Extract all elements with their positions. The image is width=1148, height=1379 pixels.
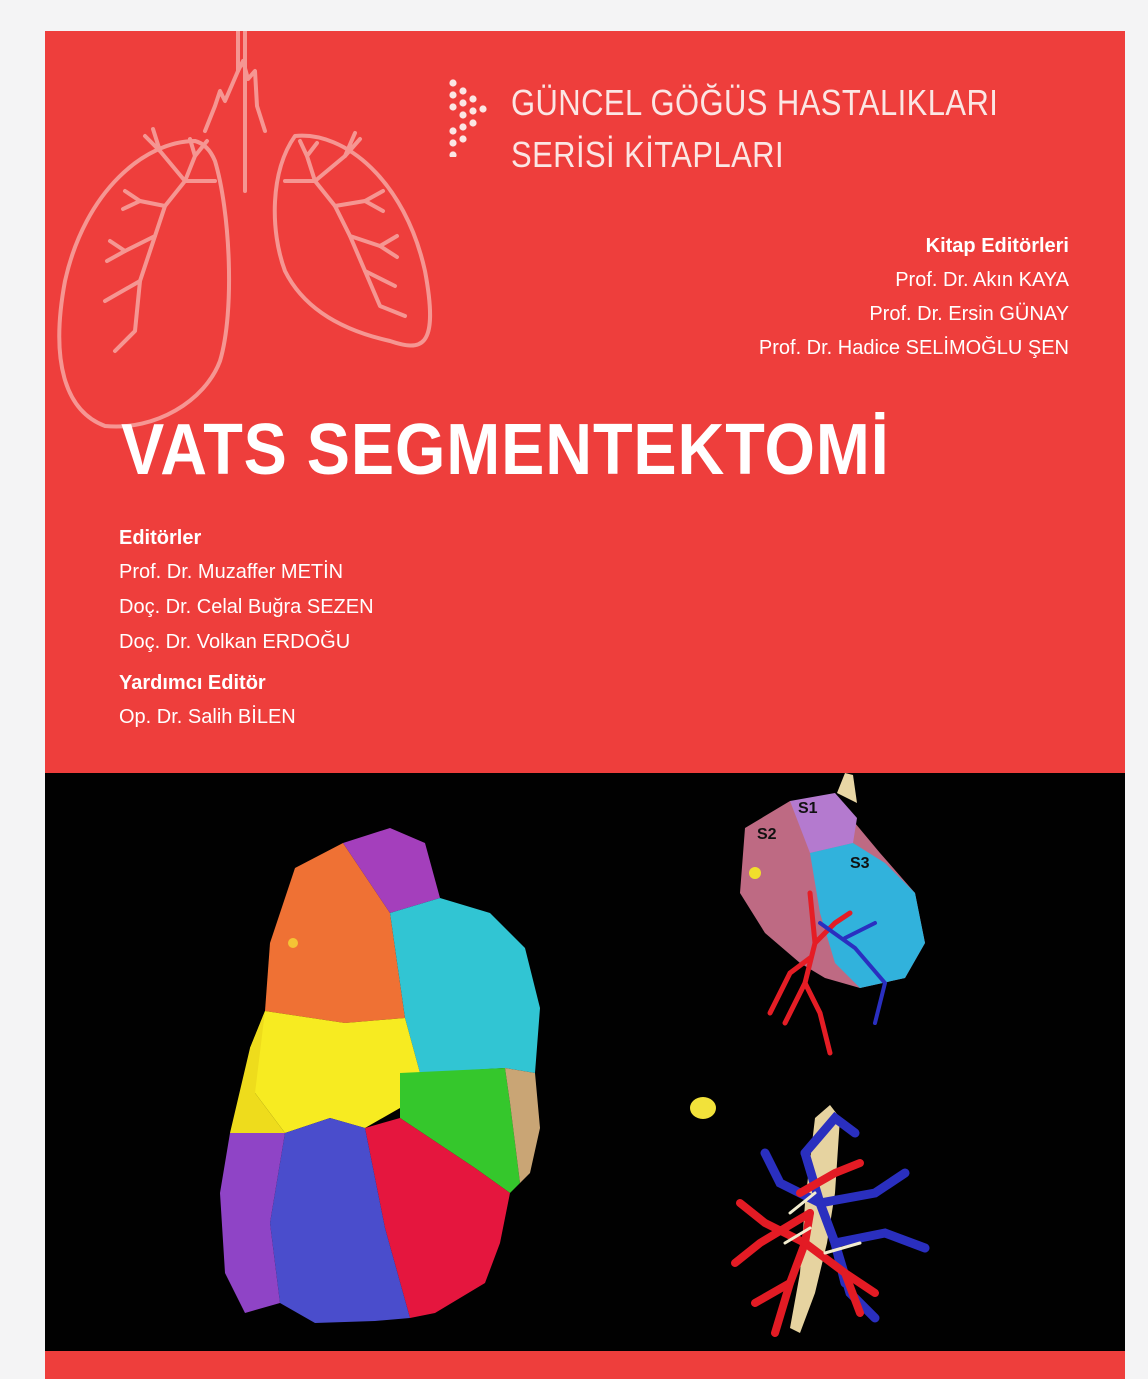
segmented-lung-model [220, 828, 540, 1323]
lungs-illustration [45, 31, 475, 451]
book-title: VATS SEGMENTEKTOMİ [121, 410, 890, 490]
book-editor-name: Prof. Dr. Ersin GÜNAY [869, 303, 1069, 325]
series-title-line2: SERİSİ KİTAPLARI [511, 134, 784, 175]
book-editor-name: Prof. Dr. Akın KAYA [895, 269, 1069, 291]
bottom-red-strip [45, 1351, 1125, 1379]
book-cover [45, 31, 1125, 1379]
book-editor-name: Prof. Dr. Hadice SELİMOĞLU ŞEN [758, 337, 1069, 359]
series-title [511, 77, 999, 181]
editors-heading: Editörler [119, 527, 202, 549]
editor-name: Doç. Dr. Celal Buğra SEZEN [119, 596, 374, 618]
assistant-editor-name: Op. Dr. Salih BİLEN [119, 706, 296, 728]
segment-label-s3: S3 [850, 855, 870, 872]
vessel-model [690, 1097, 925, 1333]
editor-name: Prof. Dr. Muzaffer METİN [119, 561, 344, 583]
assistant-editor-heading: Yardımcı Editör [119, 672, 266, 694]
editors-block [119, 521, 374, 735]
book-editors-block [759, 229, 1069, 365]
series-title-line1: GÜNCEL GÖĞÜS HASTALIKLARI [511, 82, 999, 123]
book-editors-heading: Kitap Editörleri [925, 235, 1069, 257]
upper-segment-model [740, 773, 925, 1053]
editor-name: Doç. Dr. Volkan ERDOĞU [119, 631, 351, 653]
segment-label-s1: S1 [798, 800, 818, 817]
series-dots-icon [445, 77, 495, 157]
segment-label-s2: S2 [757, 826, 777, 843]
lung-segments-render [45, 773, 1125, 1351]
segment-yellow [250, 1011, 420, 1133]
lung-3d-image [45, 773, 1125, 1351]
